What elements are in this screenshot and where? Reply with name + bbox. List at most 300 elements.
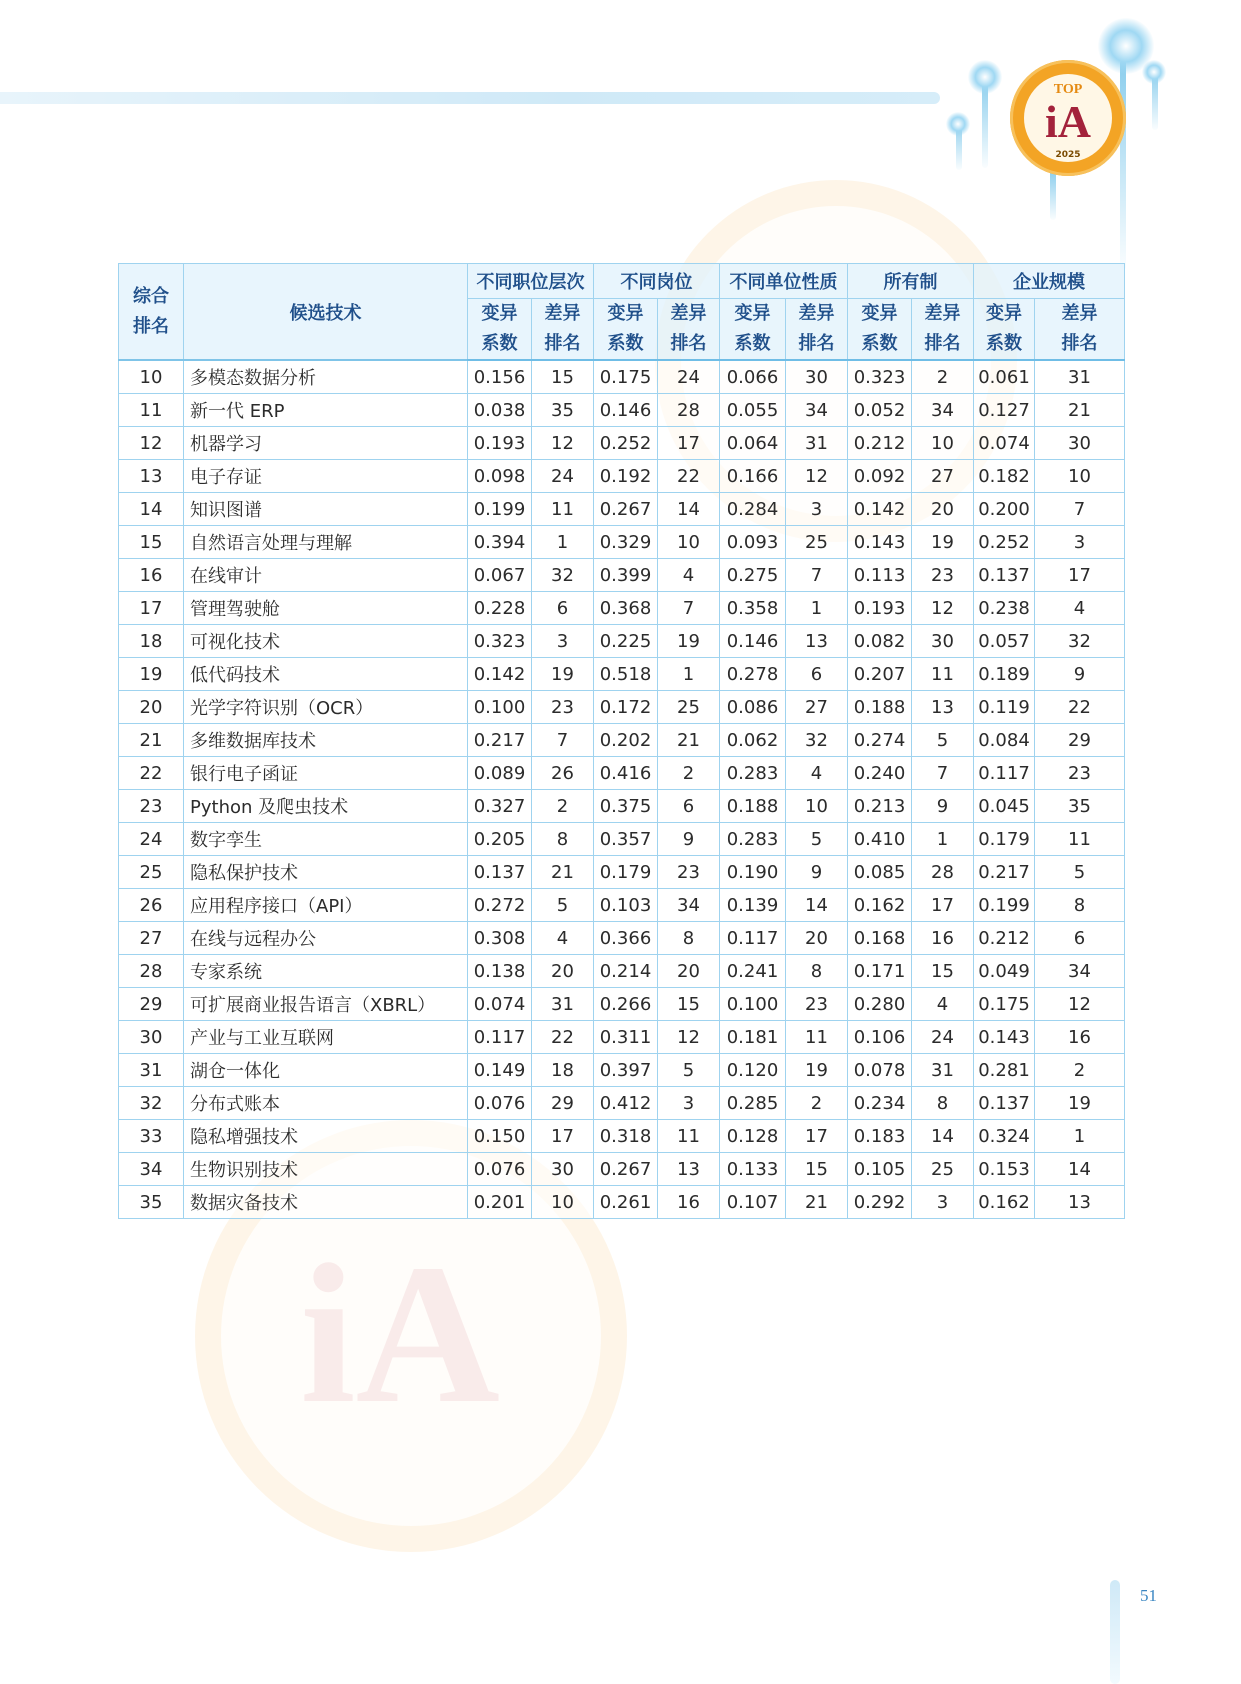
cv-cell: 0.188 bbox=[848, 691, 912, 724]
cv-cell: 0.394 bbox=[468, 526, 532, 559]
rank-cell: 16 bbox=[119, 559, 184, 592]
diff-rank-cell: 6 bbox=[658, 790, 720, 823]
cv-cell: 0.175 bbox=[594, 360, 658, 394]
rank-cell: 11 bbox=[119, 394, 184, 427]
cv-cell: 0.327 bbox=[468, 790, 532, 823]
logo-ia-text: iA bbox=[1045, 96, 1091, 147]
cv-cell: 0.212 bbox=[848, 427, 912, 460]
diff-rank-cell: 4 bbox=[786, 757, 848, 790]
diff-rank-cell: 32 bbox=[786, 724, 848, 757]
header-diff-rank: 差异排名 bbox=[532, 299, 594, 361]
rank-cell: 15 bbox=[119, 526, 184, 559]
rank-cell: 10 bbox=[119, 360, 184, 394]
cv-cell: 0.175 bbox=[974, 988, 1035, 1021]
rank-cell: 12 bbox=[119, 427, 184, 460]
diff-rank-cell: 13 bbox=[658, 1153, 720, 1186]
cv-cell: 0.064 bbox=[720, 427, 786, 460]
cv-cell: 0.252 bbox=[974, 526, 1035, 559]
cv-cell: 0.329 bbox=[594, 526, 658, 559]
diff-rank-cell: 12 bbox=[1035, 988, 1125, 1021]
cv-cell: 0.117 bbox=[720, 922, 786, 955]
cv-cell: 0.278 bbox=[720, 658, 786, 691]
diff-rank-cell: 32 bbox=[532, 559, 594, 592]
diff-rank-cell: 8 bbox=[532, 823, 594, 856]
cv-cell: 0.062 bbox=[720, 724, 786, 757]
table-row bbox=[119, 1186, 1125, 1219]
tech-name-cell: 新一代 ERP bbox=[184, 394, 468, 427]
diff-rank-cell: 13 bbox=[786, 625, 848, 658]
diff-rank-cell: 2 bbox=[532, 790, 594, 823]
cv-cell: 0.182 bbox=[974, 460, 1035, 493]
diff-rank-cell: 30 bbox=[1035, 427, 1125, 460]
cv-cell: 0.368 bbox=[594, 592, 658, 625]
diff-rank-cell: 21 bbox=[786, 1186, 848, 1219]
table-row bbox=[119, 658, 1125, 691]
cv-cell: 0.366 bbox=[594, 922, 658, 955]
table-row bbox=[119, 1021, 1125, 1054]
diff-rank-cell: 6 bbox=[1035, 922, 1125, 955]
logo-top-text: TOP bbox=[1053, 82, 1083, 97]
diff-rank-cell: 30 bbox=[532, 1153, 594, 1186]
diff-rank-cell: 4 bbox=[1035, 592, 1125, 625]
rank-cell: 24 bbox=[119, 823, 184, 856]
diff-rank-cell: 17 bbox=[1035, 559, 1125, 592]
diff-rank-cell: 1 bbox=[786, 592, 848, 625]
diff-rank-cell: 19 bbox=[658, 625, 720, 658]
diff-rank-cell: 8 bbox=[658, 922, 720, 955]
tech-name-cell: 自然语言处理与理解 bbox=[184, 526, 468, 559]
diff-rank-cell: 17 bbox=[658, 427, 720, 460]
tech-name-cell: 多维数据库技术 bbox=[184, 724, 468, 757]
decor-light-dot bbox=[1142, 60, 1166, 84]
cv-cell: 0.214 bbox=[594, 955, 658, 988]
cv-cell: 0.284 bbox=[720, 493, 786, 526]
diff-rank-cell: 7 bbox=[1035, 493, 1125, 526]
cv-cell: 0.205 bbox=[468, 823, 532, 856]
cv-cell: 0.308 bbox=[468, 922, 532, 955]
diff-rank-cell: 5 bbox=[1035, 856, 1125, 889]
cv-cell: 0.133 bbox=[720, 1153, 786, 1186]
cv-cell: 0.281 bbox=[974, 1054, 1035, 1087]
diff-rank-cell: 10 bbox=[1035, 460, 1125, 493]
cv-cell: 0.324 bbox=[974, 1120, 1035, 1153]
tech-name-cell: 隐私保护技术 bbox=[184, 856, 468, 889]
diff-rank-cell: 17 bbox=[786, 1120, 848, 1153]
header-cv: 变异系数 bbox=[974, 299, 1035, 361]
rank-cell: 33 bbox=[119, 1120, 184, 1153]
diff-rank-cell: 23 bbox=[1035, 757, 1125, 790]
diff-rank-cell: 25 bbox=[912, 1153, 974, 1186]
diff-rank-cell: 7 bbox=[912, 757, 974, 790]
tech-name-cell: 多模态数据分析 bbox=[184, 360, 468, 394]
cv-cell: 0.137 bbox=[468, 856, 532, 889]
rank-cell: 25 bbox=[119, 856, 184, 889]
diff-rank-cell: 11 bbox=[912, 658, 974, 691]
cv-cell: 0.045 bbox=[974, 790, 1035, 823]
cv-cell: 0.285 bbox=[720, 1087, 786, 1120]
header-cv: 变异系数 bbox=[594, 299, 658, 361]
rank-cell: 20 bbox=[119, 691, 184, 724]
diff-rank-cell: 7 bbox=[658, 592, 720, 625]
diff-rank-cell: 18 bbox=[532, 1054, 594, 1087]
cv-cell: 0.238 bbox=[974, 592, 1035, 625]
cv-cell: 0.100 bbox=[468, 691, 532, 724]
cv-cell: 0.311 bbox=[594, 1021, 658, 1054]
cv-cell: 0.267 bbox=[594, 1153, 658, 1186]
diff-rank-cell: 5 bbox=[786, 823, 848, 856]
cv-cell: 0.089 bbox=[468, 757, 532, 790]
diff-rank-cell: 5 bbox=[912, 724, 974, 757]
cv-cell: 0.049 bbox=[974, 955, 1035, 988]
diff-rank-cell: 9 bbox=[1035, 658, 1125, 691]
diff-rank-cell: 19 bbox=[532, 658, 594, 691]
table-row bbox=[119, 823, 1125, 856]
cv-cell: 0.200 bbox=[974, 493, 1035, 526]
diff-rank-cell: 23 bbox=[912, 559, 974, 592]
tech-name-cell: 数字孪生 bbox=[184, 823, 468, 856]
diff-rank-cell: 7 bbox=[786, 559, 848, 592]
diff-rank-cell: 21 bbox=[532, 856, 594, 889]
table-row bbox=[119, 1087, 1125, 1120]
cv-cell: 0.052 bbox=[848, 394, 912, 427]
table-row bbox=[119, 1153, 1125, 1186]
diff-rank-cell: 23 bbox=[658, 856, 720, 889]
cv-cell: 0.076 bbox=[468, 1153, 532, 1186]
tech-name-cell: 产业与工业互联网 bbox=[184, 1021, 468, 1054]
diff-rank-cell: 2 bbox=[912, 360, 974, 394]
cv-cell: 0.172 bbox=[594, 691, 658, 724]
tech-name-cell: 可视化技术 bbox=[184, 625, 468, 658]
diff-rank-cell: 15 bbox=[532, 360, 594, 394]
cv-cell: 0.076 bbox=[468, 1087, 532, 1120]
diff-rank-cell: 9 bbox=[912, 790, 974, 823]
cv-cell: 0.323 bbox=[848, 360, 912, 394]
diff-rank-cell: 10 bbox=[658, 526, 720, 559]
diff-rank-cell: 5 bbox=[658, 1054, 720, 1087]
cv-cell: 0.241 bbox=[720, 955, 786, 988]
diff-rank-cell: 8 bbox=[786, 955, 848, 988]
cv-cell: 0.137 bbox=[974, 559, 1035, 592]
diff-rank-cell: 15 bbox=[912, 955, 974, 988]
cv-cell: 0.199 bbox=[974, 889, 1035, 922]
table-row bbox=[119, 625, 1125, 658]
diff-rank-cell: 8 bbox=[1035, 889, 1125, 922]
cv-cell: 0.166 bbox=[720, 460, 786, 493]
cv-cell: 0.156 bbox=[468, 360, 532, 394]
diff-rank-cell: 11 bbox=[1035, 823, 1125, 856]
header-cv: 变异系数 bbox=[848, 299, 912, 361]
cv-cell: 0.055 bbox=[720, 394, 786, 427]
diff-rank-cell: 31 bbox=[532, 988, 594, 1021]
diff-rank-cell: 12 bbox=[658, 1021, 720, 1054]
cv-cell: 0.086 bbox=[720, 691, 786, 724]
diff-rank-cell: 5 bbox=[532, 889, 594, 922]
cv-cell: 0.179 bbox=[974, 823, 1035, 856]
tech-name-cell: 应用程序接口（API） bbox=[184, 889, 468, 922]
diff-rank-cell: 29 bbox=[532, 1087, 594, 1120]
table-row bbox=[119, 922, 1125, 955]
tech-name-cell: 湖仓一体化 bbox=[184, 1054, 468, 1087]
rank-cell: 17 bbox=[119, 592, 184, 625]
diff-rank-cell: 17 bbox=[912, 889, 974, 922]
diff-rank-cell: 13 bbox=[1035, 1186, 1125, 1219]
header-diff-rank: 差异排名 bbox=[658, 299, 720, 361]
cv-cell: 0.153 bbox=[974, 1153, 1035, 1186]
cv-cell: 0.188 bbox=[720, 790, 786, 823]
top-decorative-band bbox=[0, 92, 940, 104]
tech-name-cell: 管理驾驶舱 bbox=[184, 592, 468, 625]
tech-name-cell: 机器学习 bbox=[184, 427, 468, 460]
rank-cell: 22 bbox=[119, 757, 184, 790]
cv-cell: 0.146 bbox=[594, 394, 658, 427]
cv-cell: 0.084 bbox=[974, 724, 1035, 757]
decor-light-dot bbox=[968, 60, 1002, 94]
cv-cell: 0.234 bbox=[848, 1087, 912, 1120]
diff-rank-cell: 3 bbox=[912, 1186, 974, 1219]
diff-rank-cell: 10 bbox=[912, 427, 974, 460]
cv-cell: 0.183 bbox=[848, 1120, 912, 1153]
cv-cell: 0.106 bbox=[848, 1021, 912, 1054]
cv-cell: 0.098 bbox=[468, 460, 532, 493]
cv-cell: 0.143 bbox=[974, 1021, 1035, 1054]
diff-rank-cell: 27 bbox=[786, 691, 848, 724]
rank-cell: 23 bbox=[119, 790, 184, 823]
tech-name-cell: 分布式账本 bbox=[184, 1087, 468, 1120]
table-row bbox=[119, 1054, 1125, 1087]
header-group-position-level: 不同职位层次 bbox=[468, 264, 594, 299]
cv-cell: 0.168 bbox=[848, 922, 912, 955]
cv-cell: 0.171 bbox=[848, 955, 912, 988]
diff-rank-cell: 12 bbox=[912, 592, 974, 625]
diff-rank-cell: 8 bbox=[912, 1087, 974, 1120]
table-body bbox=[119, 360, 1125, 1219]
cv-cell: 0.416 bbox=[594, 757, 658, 790]
diff-rank-cell: 10 bbox=[532, 1186, 594, 1219]
tech-name-cell: 隐私增强技术 bbox=[184, 1120, 468, 1153]
diff-rank-cell: 20 bbox=[786, 922, 848, 955]
diff-rank-cell: 4 bbox=[658, 559, 720, 592]
table-row bbox=[119, 394, 1125, 427]
cv-cell: 0.105 bbox=[848, 1153, 912, 1186]
cv-cell: 0.139 bbox=[720, 889, 786, 922]
rank-cell: 27 bbox=[119, 922, 184, 955]
cv-cell: 0.100 bbox=[720, 988, 786, 1021]
diff-rank-cell: 34 bbox=[912, 394, 974, 427]
header-group-enterprise-size: 企业规模 bbox=[974, 264, 1125, 299]
tech-name-cell: Python 及爬虫技术 bbox=[184, 790, 468, 823]
cv-cell: 0.272 bbox=[468, 889, 532, 922]
header-cv: 变异系数 bbox=[720, 299, 786, 361]
diff-rank-cell: 4 bbox=[532, 922, 594, 955]
cv-cell: 0.202 bbox=[594, 724, 658, 757]
table-row bbox=[119, 757, 1125, 790]
cv-cell: 0.228 bbox=[468, 592, 532, 625]
cv-cell: 0.323 bbox=[468, 625, 532, 658]
cv-cell: 0.149 bbox=[468, 1054, 532, 1087]
cv-cell: 0.266 bbox=[594, 988, 658, 1021]
header-group-post: 不同岗位 bbox=[594, 264, 720, 299]
diff-rank-cell: 25 bbox=[786, 526, 848, 559]
cv-cell: 0.267 bbox=[594, 493, 658, 526]
cv-cell: 0.225 bbox=[594, 625, 658, 658]
diff-rank-cell: 32 bbox=[1035, 625, 1125, 658]
cv-cell: 0.162 bbox=[848, 889, 912, 922]
tech-name-cell: 电子存证 bbox=[184, 460, 468, 493]
header-cv: 变异系数 bbox=[468, 299, 532, 361]
diff-rank-cell: 12 bbox=[786, 460, 848, 493]
diff-rank-cell: 34 bbox=[658, 889, 720, 922]
logo-year: 2025 bbox=[1055, 150, 1081, 160]
cv-cell: 0.412 bbox=[594, 1087, 658, 1120]
cv-cell: 0.318 bbox=[594, 1120, 658, 1153]
cv-cell: 0.128 bbox=[720, 1120, 786, 1153]
diff-rank-cell: 14 bbox=[786, 889, 848, 922]
diff-rank-cell: 2 bbox=[786, 1087, 848, 1120]
diff-rank-cell: 14 bbox=[1035, 1153, 1125, 1186]
diff-rank-cell: 31 bbox=[786, 427, 848, 460]
cv-cell: 0.138 bbox=[468, 955, 532, 988]
diff-rank-cell: 16 bbox=[658, 1186, 720, 1219]
rank-cell: 32 bbox=[119, 1087, 184, 1120]
diff-rank-cell: 26 bbox=[532, 757, 594, 790]
cv-cell: 0.067 bbox=[468, 559, 532, 592]
cv-cell: 0.190 bbox=[720, 856, 786, 889]
header-group-ownership: 所有制 bbox=[848, 264, 974, 299]
cv-cell: 0.150 bbox=[468, 1120, 532, 1153]
diff-rank-cell: 4 bbox=[912, 988, 974, 1021]
diff-rank-cell: 1 bbox=[658, 658, 720, 691]
cv-cell: 0.292 bbox=[848, 1186, 912, 1219]
diff-rank-cell: 20 bbox=[912, 493, 974, 526]
tech-name-cell: 可扩展商业报告语言（XBRL） bbox=[184, 988, 468, 1021]
diff-rank-cell: 20 bbox=[658, 955, 720, 988]
table-row bbox=[119, 460, 1125, 493]
diff-rank-cell: 22 bbox=[1035, 691, 1125, 724]
cv-cell: 0.397 bbox=[594, 1054, 658, 1087]
diff-rank-cell: 6 bbox=[786, 658, 848, 691]
rank-cell: 18 bbox=[119, 625, 184, 658]
rank-cell: 30 bbox=[119, 1021, 184, 1054]
cv-cell: 0.038 bbox=[468, 394, 532, 427]
cv-cell: 0.074 bbox=[468, 988, 532, 1021]
cv-cell: 0.240 bbox=[848, 757, 912, 790]
table-row bbox=[119, 526, 1125, 559]
decor-light-line bbox=[1120, 60, 1126, 270]
diff-rank-cell: 11 bbox=[532, 493, 594, 526]
table-row bbox=[119, 691, 1125, 724]
variation-coefficient-table bbox=[118, 263, 1125, 1219]
cv-cell: 0.358 bbox=[720, 592, 786, 625]
diff-rank-cell: 25 bbox=[658, 691, 720, 724]
cv-cell: 0.199 bbox=[468, 493, 532, 526]
header-composite-rank: 综合排名 bbox=[119, 264, 184, 361]
cv-cell: 0.092 bbox=[848, 460, 912, 493]
cv-cell: 0.193 bbox=[848, 592, 912, 625]
diff-rank-cell: 16 bbox=[912, 922, 974, 955]
tech-name-cell: 在线与远程办公 bbox=[184, 922, 468, 955]
rank-cell: 28 bbox=[119, 955, 184, 988]
diff-rank-cell: 34 bbox=[786, 394, 848, 427]
tech-name-cell: 专家系统 bbox=[184, 955, 468, 988]
cv-cell: 0.146 bbox=[720, 625, 786, 658]
diff-rank-cell: 24 bbox=[658, 360, 720, 394]
cv-cell: 0.410 bbox=[848, 823, 912, 856]
rank-cell: 26 bbox=[119, 889, 184, 922]
diff-rank-cell: 3 bbox=[658, 1087, 720, 1120]
diff-rank-cell: 27 bbox=[912, 460, 974, 493]
cv-cell: 0.119 bbox=[974, 691, 1035, 724]
diff-rank-cell: 28 bbox=[658, 394, 720, 427]
rank-cell: 31 bbox=[119, 1054, 184, 1087]
table-row bbox=[119, 427, 1125, 460]
table-row bbox=[119, 988, 1125, 1021]
header-diff-rank: 差异排名 bbox=[786, 299, 848, 361]
diff-rank-cell: 24 bbox=[532, 460, 594, 493]
table-row bbox=[119, 592, 1125, 625]
rank-cell: 21 bbox=[119, 724, 184, 757]
diff-rank-cell: 21 bbox=[1035, 394, 1125, 427]
diff-rank-cell: 24 bbox=[912, 1021, 974, 1054]
diff-rank-cell: 30 bbox=[912, 625, 974, 658]
table-row bbox=[119, 360, 1125, 394]
diff-rank-cell: 1 bbox=[912, 823, 974, 856]
diff-rank-cell: 12 bbox=[532, 427, 594, 460]
diff-rank-cell: 31 bbox=[912, 1054, 974, 1087]
rank-cell: 14 bbox=[119, 493, 184, 526]
cv-cell: 0.181 bbox=[720, 1021, 786, 1054]
diff-rank-cell: 11 bbox=[658, 1120, 720, 1153]
top-ia-logo bbox=[1010, 60, 1126, 176]
diff-rank-cell: 10 bbox=[786, 790, 848, 823]
diff-rank-cell: 3 bbox=[786, 493, 848, 526]
cv-cell: 0.085 bbox=[848, 856, 912, 889]
diff-rank-cell: 35 bbox=[1035, 790, 1125, 823]
cv-cell: 0.113 bbox=[848, 559, 912, 592]
diff-rank-cell: 1 bbox=[1035, 1120, 1125, 1153]
table-row bbox=[119, 856, 1125, 889]
rank-cell: 19 bbox=[119, 658, 184, 691]
table-row bbox=[119, 559, 1125, 592]
cv-cell: 0.274 bbox=[848, 724, 912, 757]
diff-rank-cell: 2 bbox=[658, 757, 720, 790]
table-row bbox=[119, 493, 1125, 526]
tech-name-cell: 数据灾备技术 bbox=[184, 1186, 468, 1219]
cv-cell: 0.057 bbox=[974, 625, 1035, 658]
cv-cell: 0.518 bbox=[594, 658, 658, 691]
cv-cell: 0.217 bbox=[974, 856, 1035, 889]
cv-cell: 0.280 bbox=[848, 988, 912, 1021]
cv-cell: 0.142 bbox=[468, 658, 532, 691]
tech-name-cell: 光学字符识别（OCR） bbox=[184, 691, 468, 724]
diff-rank-cell: 2 bbox=[1035, 1054, 1125, 1087]
cv-cell: 0.192 bbox=[594, 460, 658, 493]
page-number: 51 bbox=[1140, 1586, 1157, 1605]
cv-cell: 0.093 bbox=[720, 526, 786, 559]
cv-cell: 0.275 bbox=[720, 559, 786, 592]
table-row bbox=[119, 955, 1125, 988]
diff-rank-cell: 19 bbox=[912, 526, 974, 559]
rank-cell: 13 bbox=[119, 460, 184, 493]
diff-rank-cell: 22 bbox=[532, 1021, 594, 1054]
tech-name-cell: 银行电子函证 bbox=[184, 757, 468, 790]
diff-rank-cell: 28 bbox=[912, 856, 974, 889]
decor-light-dot bbox=[946, 112, 970, 136]
cv-cell: 0.179 bbox=[594, 856, 658, 889]
cv-cell: 0.137 bbox=[974, 1087, 1035, 1120]
cv-cell: 0.120 bbox=[720, 1054, 786, 1087]
diff-rank-cell: 17 bbox=[532, 1120, 594, 1153]
cv-cell: 0.375 bbox=[594, 790, 658, 823]
